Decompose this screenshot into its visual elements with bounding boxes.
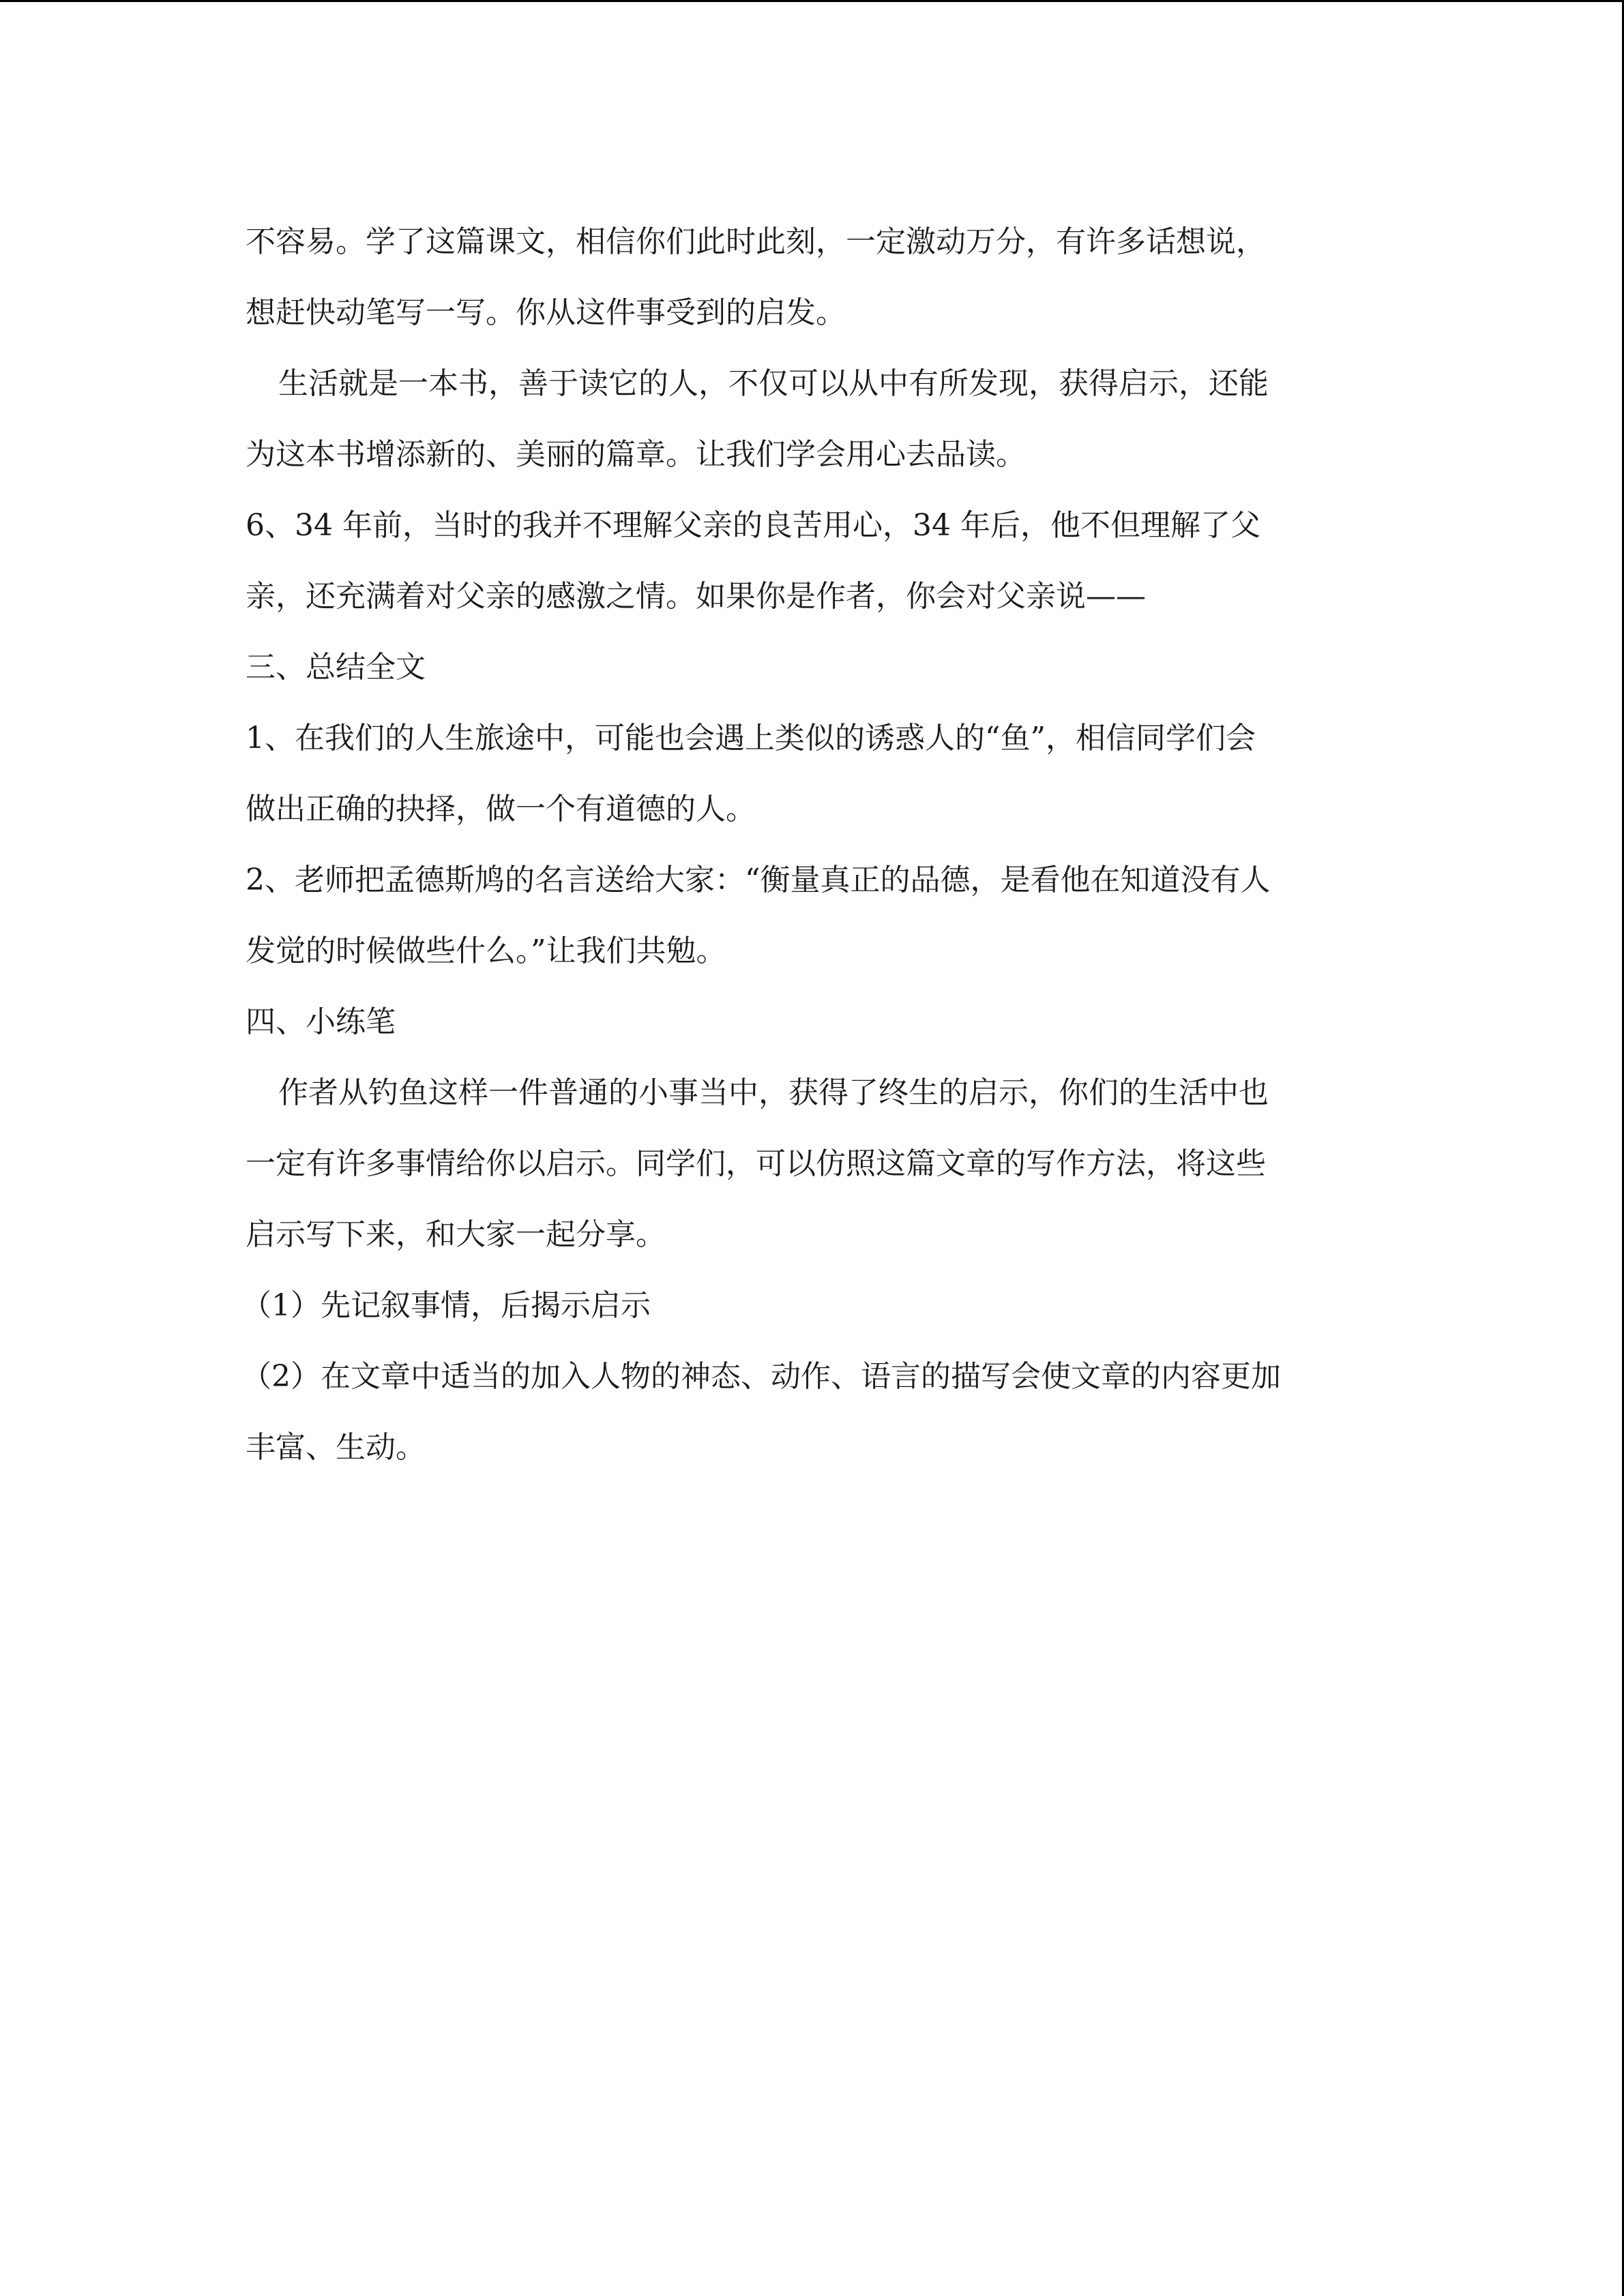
document-body xyxy=(241,207,1391,1483)
text-line: 做出正确的抉择，做一个有道德的人。 xyxy=(246,792,756,826)
text-line: 亲，还充满着对父亲的感激之情。如果你是作者，你会对父亲说—— xyxy=(246,579,1146,614)
list-item: （2）在文章中适当的加入人物的神态、动作、语言的描写会使文章的内容更加 xyxy=(241,1359,1281,1394)
list-item: （1）先记叙事情，后揭示启示 xyxy=(241,1288,651,1323)
section-heading: 四、小练笔 xyxy=(246,1004,396,1039)
text-line: 6、34 年前，当时的我并不理解父亲的良苦用心，34 年后，他不但理解了父 xyxy=(246,508,1260,543)
text-line: 启示写下来，和大家一起分享。 xyxy=(246,1217,666,1252)
paragraph-first-line: 作者从钓鱼这样一件普通的小事当中，获得了终生的启示，你们的生活中也 xyxy=(278,1075,1269,1110)
text-line: 一定有许多事情给你以启示。同学们，可以仿照这篇文章的写作方法，将这些 xyxy=(246,1146,1266,1181)
section-heading: 三、总结全文 xyxy=(246,650,426,685)
text-line: 发觉的时候做些什么。”让我们共勉。 xyxy=(246,934,726,968)
text-line: 1、在我们的人生旅途中，可能也会遇上类似的诱惑人的“鱼”，相信同学们会 xyxy=(246,721,1256,756)
text-line: 想赶快动笔写一写。你从这件事受到的启发。 xyxy=(246,295,846,330)
text-line: 丰富、生动。 xyxy=(246,1430,426,1465)
text-line: 不容易。学了这篇课文，相信你们此时此刻，一定激动万分，有许多话想说， xyxy=(246,224,1266,259)
text-line: 为这本书增添新的、美丽的篇章。让我们学会用心去品读。 xyxy=(246,437,1026,472)
paragraph-first-line: 生活就是一本书，善于读它的人，不仅可以从中有所发现，获得启示，还能 xyxy=(278,366,1269,401)
text-line: 2、老师把孟德斯鸠的名言送给大家：“衡量真正的品德，是看他在知道没有人 xyxy=(246,863,1271,897)
